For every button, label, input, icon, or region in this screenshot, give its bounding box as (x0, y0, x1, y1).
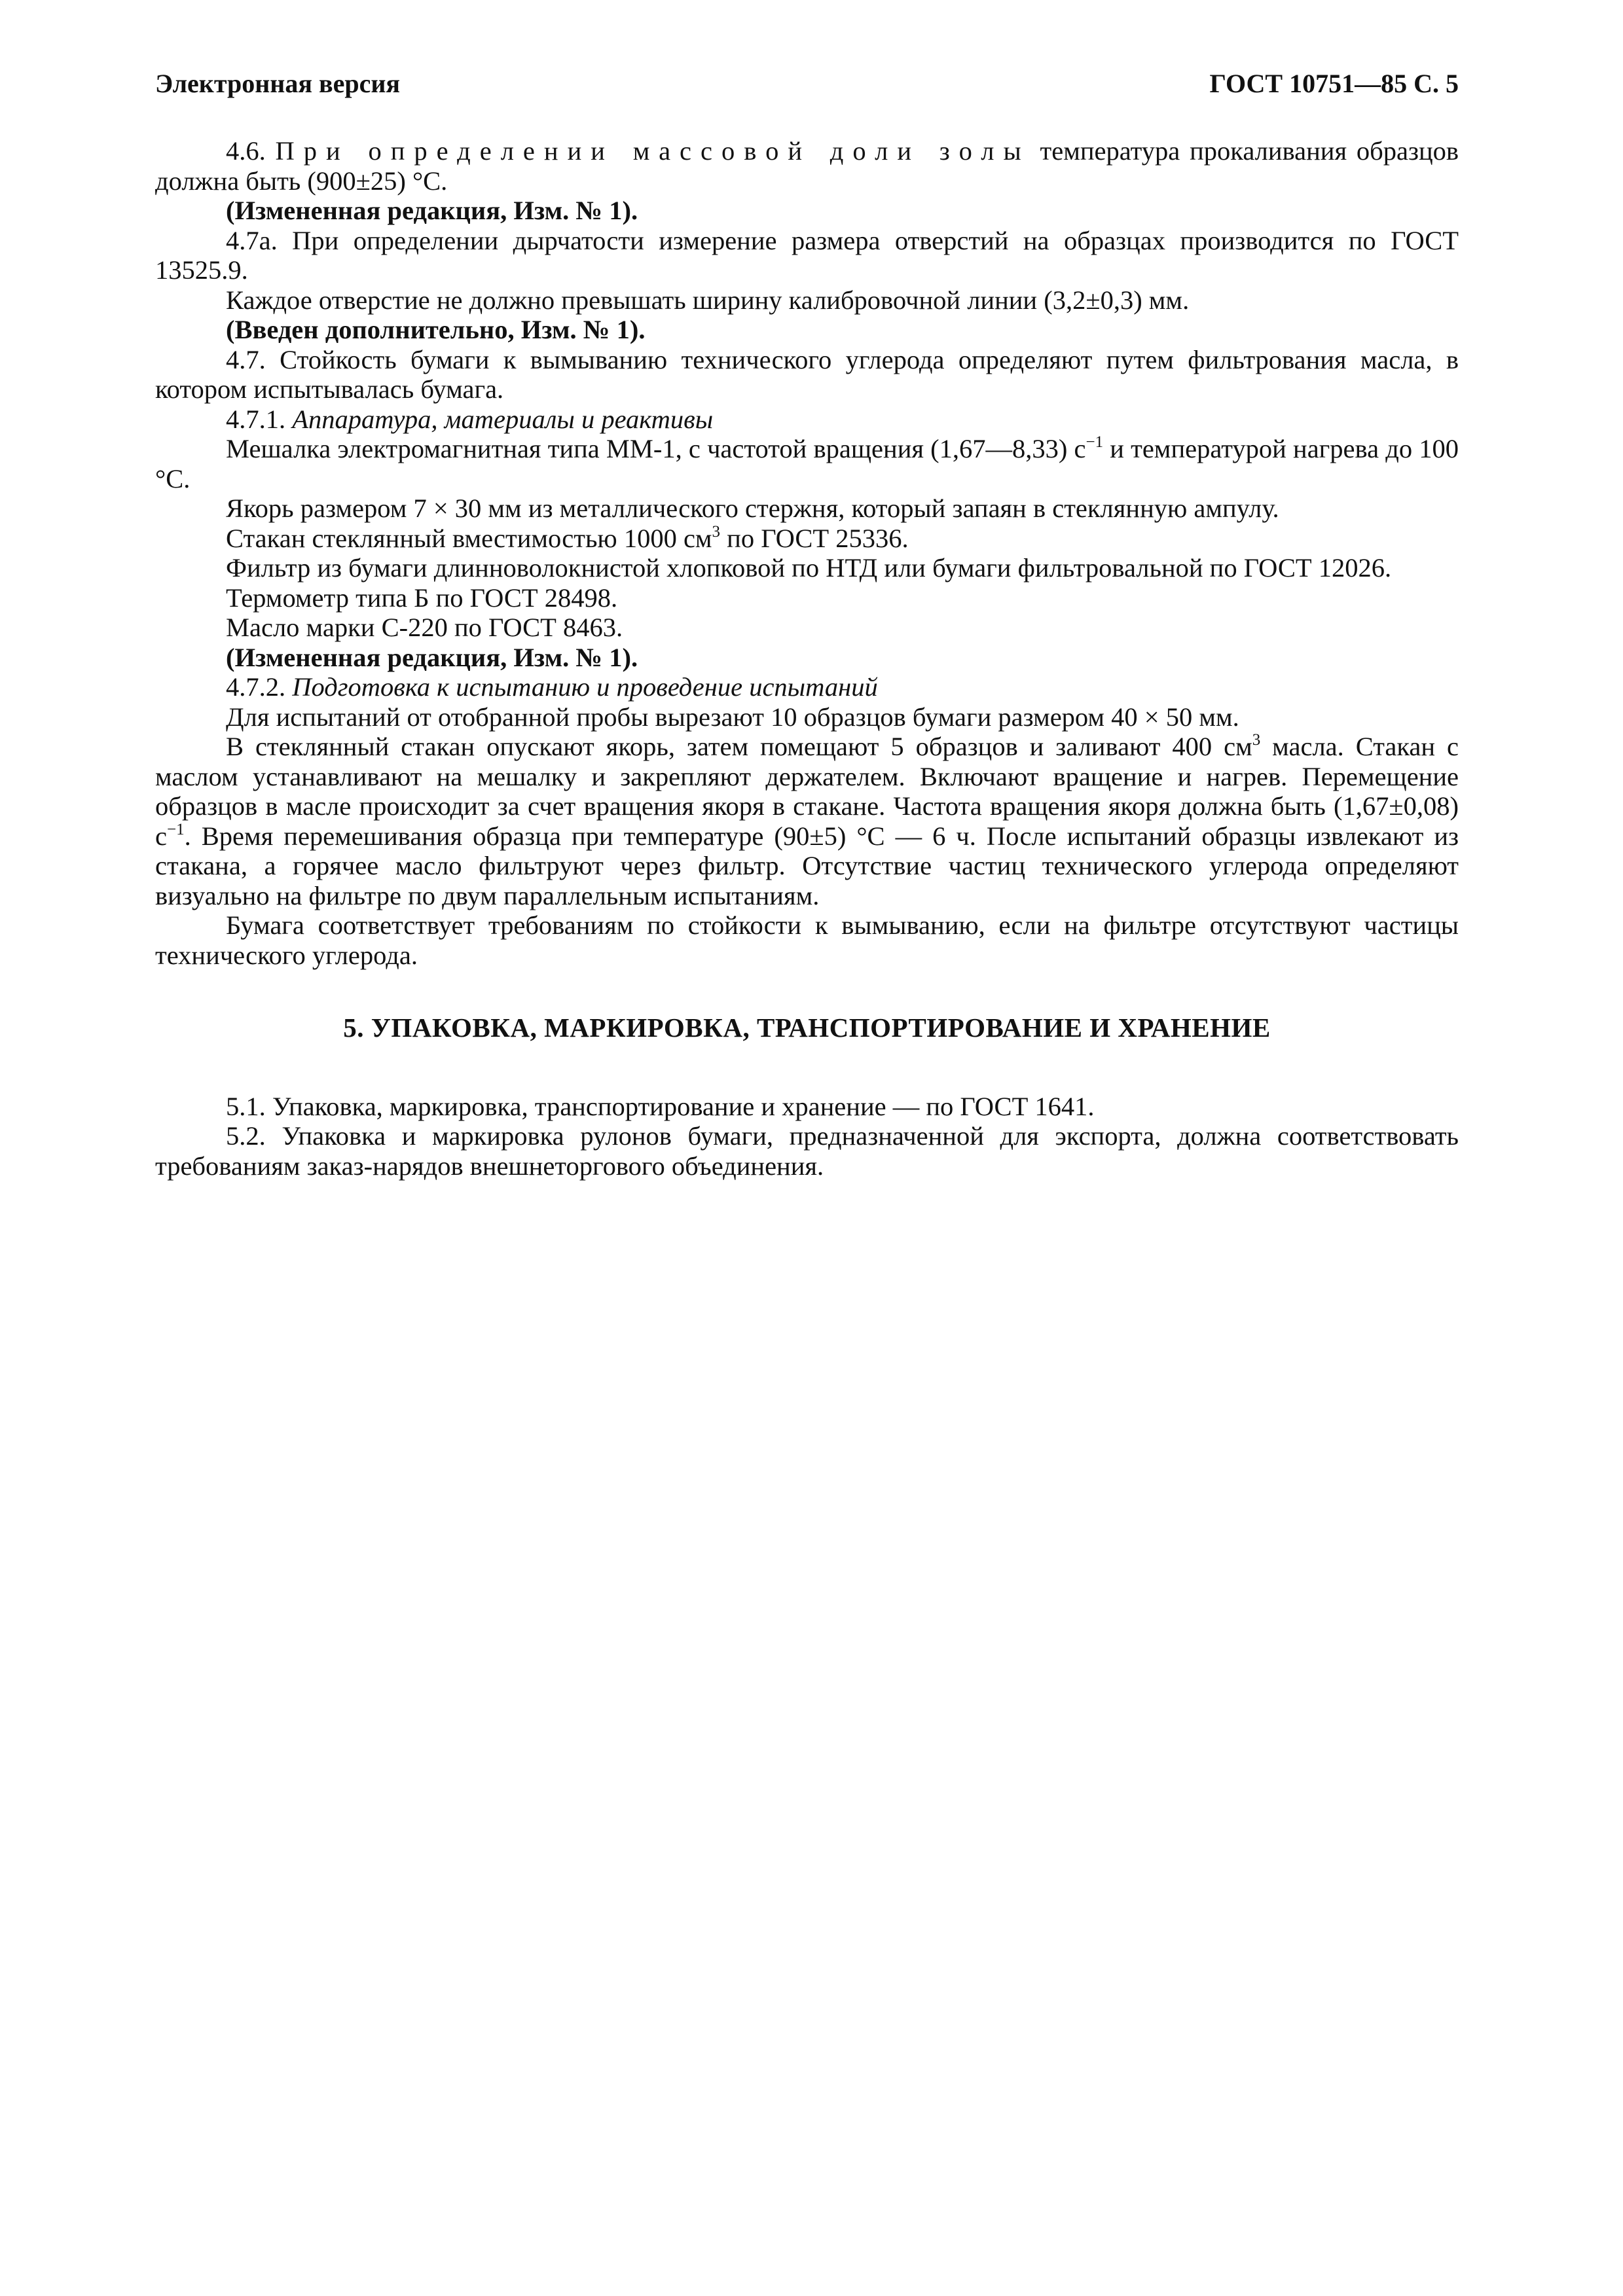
clause-4-7-2 (155, 672, 1459, 702)
clause-spaced-term: При определении массовой доли золы (275, 136, 1030, 166)
procedure-paragraph (155, 732, 1459, 910)
subsection-title: Аппаратура, материалы и реактивы (292, 404, 714, 434)
amendment-note: (Измененная редакция, Изм. № 1). (226, 196, 638, 225)
superscript: −1 (1085, 433, 1104, 451)
equipment-item-anchor: Якорь размером 7 × 30 мм из металлического стержня, который запаян в стеклянную ампулу. (226, 493, 1279, 523)
clause-number: 4.7.1. (226, 404, 293, 434)
superscript: 3 (1252, 731, 1261, 749)
clause-4-7a-cont: Каждое отверстие не должно превышать ширину калибровочной линии (3,2±0,3) мм. (226, 285, 1190, 315)
superscript: −1 (166, 820, 185, 838)
procedure-text: В стеклянный стакан опускают якорь, затем помещают 5 образцов и заливают 400 см (226, 732, 1252, 761)
equipment-item-beaker (155, 524, 1459, 554)
clause-number: 4.7.2. (226, 672, 293, 702)
equipment-item-filter: Фильтр из бумаги длинноволокнистой хлопковой по НТД или бумаги фильтровальной по ГОСТ 12026. (226, 553, 1392, 583)
clause-number: 4.6. (226, 136, 276, 166)
running-header (155, 64, 1459, 103)
equipment-item-mixer (155, 434, 1459, 493)
item-text: Стакан стеклянный вместимостью 1000 см (226, 523, 712, 553)
procedure-paragraph: Для испытаний от отобранной пробы вырезают 10 образцов бумаги размером 40 × 50 мм. (226, 702, 1239, 732)
document-body (155, 136, 1459, 1181)
amendment-note: (Измененная редакция, Изм. № 1). (226, 642, 638, 672)
clause-5-1: 5.1. Упаковка, маркировка, транспортирование и хранение — по ГОСТ 1641. (226, 1091, 1095, 1121)
amendment-note: (Введен дополнительно, Изм. № 1). (226, 315, 646, 344)
item-text: Мешалка электромагнитная типа ММ-1, с частотой вращения (1,67—8,33) с (226, 434, 1086, 463)
clause-5-2: 5.2. Упаковка и маркировка рулонов бумаги, предназначенной для экспорта, должна соответствовать требованиям заказ-нарядов внешнеторгового объединения. (155, 1121, 1459, 1181)
item-text: и температурой нагрева до 100 °С. (155, 434, 1459, 493)
item-text: по ГОСТ 25336. (720, 523, 909, 553)
header-edition-label: Электронная версия (155, 69, 401, 98)
procedure-paragraph: Бумага соответствует требованиям по стойкости к вымыванию, если на фильтре отсутствуют частицы технического углерода. (155, 910, 1459, 970)
clause-4-7-1 (155, 404, 1459, 435)
procedure-text: масла. Стакан с маслом устанавливают на мешалку и закрепляют держателем. Включают вращение и нагрев. Перемещение образцов в масле происходит за счет вращения якоря в стакане. Частота вращения якоря должна быть (1,67±0,08) с (155, 732, 1459, 851)
subsection-title: Подготовка к испытанию и проведение испытаний (292, 672, 878, 702)
clause-4-7a: 4.7а. При определении дырчатости измерение размера отверстий на образцах производится по ГОСТ 13525.9. (155, 225, 1459, 285)
clause-4-6 (155, 136, 1459, 196)
superscript: 3 (712, 522, 721, 541)
equipment-item-oil: Масло марки С-220 по ГОСТ 8463. (226, 613, 623, 642)
procedure-text: . Время перемешивания образца при температуре (90±5) °С — 6 ч. После испытаний образцы извлекают из стакана, а горячее масло фильтруют через фильтр. Отсутствие частиц технического углерода определяют визуально на фильтре по двум параллельным испытаниям. (155, 821, 1459, 910)
section-5-heading: 5. УПАКОВКА, МАРКИРОВКА, ТРАНСПОРТИРОВАНИЕ И ХРАНЕНИЕ (343, 1013, 1271, 1043)
clause-4-7: 4.7. Стойкость бумаги к вымыванию технического углерода определяют путем фильтрования масла, в котором испытывалась бумага. (155, 344, 1459, 404)
header-standard-page: ГОСТ 10751—85 С. 5 (1209, 69, 1459, 98)
equipment-item-thermometer: Термометр типа Б по ГОСТ 28498. (226, 583, 618, 613)
clause-text: температура прокаливания образцов должна быть (900±25) °С. (155, 136, 1459, 196)
